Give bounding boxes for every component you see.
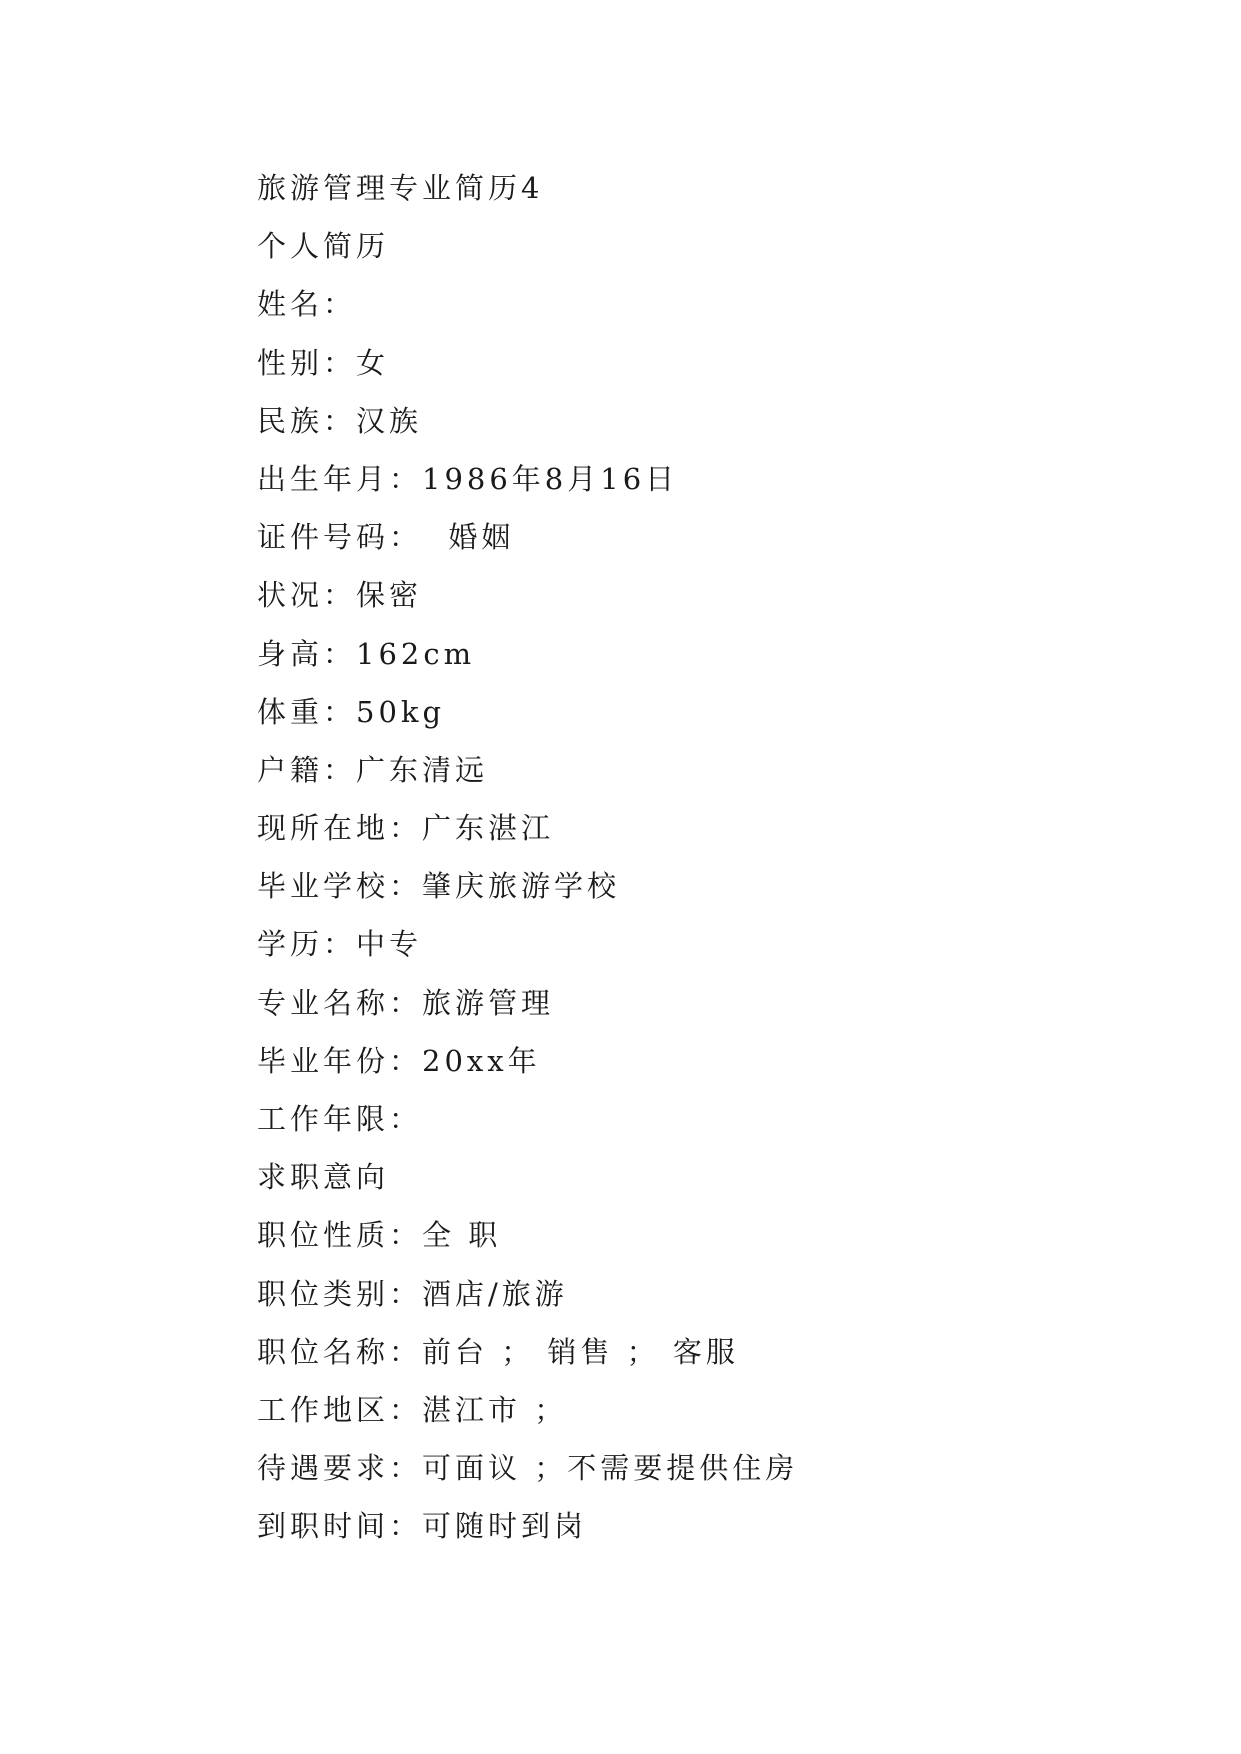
field-job-category: 职位类别：酒店/旅游 bbox=[257, 1276, 568, 1311]
field-graduation-year: 毕业年份：20xx年 bbox=[257, 1043, 541, 1078]
field-start-time: 到职时间：可随时到岗 bbox=[257, 1509, 588, 1544]
field-id-number: 证件号码： 婚姻 bbox=[257, 520, 515, 555]
field-current-location: 现所在地：广东湛江 bbox=[257, 811, 555, 846]
document-title: 旅游管理专业简历4 bbox=[257, 171, 544, 205]
field-hukou: 户籍：广东清远 bbox=[257, 752, 489, 787]
field-ethnicity: 民族：汉族 bbox=[257, 403, 423, 438]
field-gender: 性别：女 bbox=[257, 345, 390, 380]
field-salary: 待遇要求：可面议 ；不需要提供住房 bbox=[257, 1451, 799, 1486]
field-school: 毕业学校：肇庆旅游学校 bbox=[257, 869, 621, 904]
field-name: 姓名： bbox=[257, 287, 357, 322]
field-job-nature: 职位性质：全 职 bbox=[257, 1218, 502, 1253]
field-height: 身高：162cm bbox=[257, 636, 476, 671]
section-heading-job-intent: 求职意向 bbox=[257, 1160, 390, 1195]
field-work-years: 工作年限： bbox=[257, 1102, 423, 1136]
field-education: 学历：中专 bbox=[257, 927, 423, 962]
section-heading-personal: 个人简历 bbox=[257, 229, 390, 264]
field-major: 专业名称：旅游管理 bbox=[257, 985, 555, 1020]
field-weight: 体重：50kg bbox=[257, 694, 446, 729]
field-work-area: 工作地区：湛江市 ； bbox=[257, 1392, 568, 1427]
field-marital-status: 状况：保密 bbox=[257, 578, 423, 613]
field-job-title: 职位名称：前台 ； 销售 ； 客服 bbox=[257, 1334, 739, 1369]
field-birth-date: 出生年月：1986年8月16日 bbox=[257, 461, 679, 496]
document-body bbox=[257, 159, 1157, 1556]
